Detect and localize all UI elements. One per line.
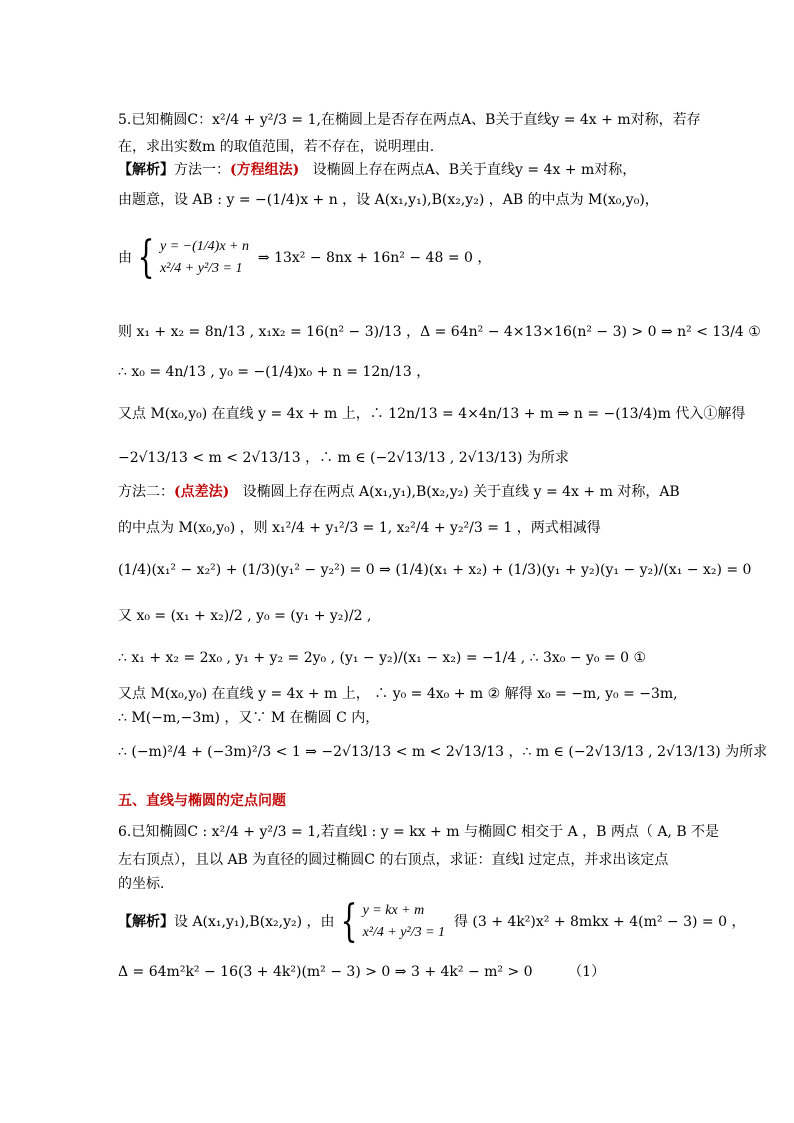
problem5-method1-line bbox=[118, 160, 636, 180]
method1-text: 设椭圆上存在两点A、B关于直线y = 4x + m对称， bbox=[312, 162, 637, 178]
problem5-solution-line14: ∴ M(−m,−3m) ，又∵ M 在椭圆 C 内， bbox=[118, 710, 380, 726]
problem6-question-line3: 的坐标． bbox=[118, 876, 174, 892]
problem5-solution-line11: 又 x₀ = (x₁ + x₂)/2 , y₀ = (y₁ + y₂)/2 , bbox=[118, 608, 372, 624]
problem5-solution-line7: −2√13/13 < m < 2√13/13 ，∴ m ∈ (−2√13/13 , 2√13/13) 为所求 bbox=[118, 450, 569, 466]
system-brace: { bbox=[137, 232, 155, 283]
system-eq2: x²/4 + y²/3 = 1 bbox=[160, 261, 243, 276]
problem5-question-line1: 5.已知椭圆C：x²/4 + y²/3 = 1,在椭圆上是否存在两点A、B关于直线y = 4x + m对称，若存 bbox=[118, 112, 701, 128]
problem5-method2-line bbox=[118, 482, 680, 502]
problem5-solution-line5: ∴ x₀ = 4n/13 , y₀ = −(1/4)x₀ + n = 12n/13 ， bbox=[118, 364, 431, 380]
problem6-question-line2: 左右顶点），且以 AB 为直径的圆过椭圆C 的右顶点，求证：直线l 过定点，并求出该定点 bbox=[118, 852, 669, 868]
problem6-question-line1: 6.已知椭圆C : x²/4 + y²/3 = 1,若直线l : y = kx + m 与椭圆C 相交于 A ，B 两点（ A, B 不是 bbox=[118, 824, 720, 840]
system-brace: { bbox=[340, 896, 357, 947]
system-result: 得 (3 + 4k²)x² + 8mkx + 4(m² − 3) = 0 ， bbox=[453, 914, 746, 930]
problem6-system-line bbox=[118, 896, 746, 947]
problem5-question-line2: 在，求出实数m 的取值范围，若不存在，说明理由. bbox=[118, 139, 435, 155]
system-prefix: 设 A(x₁,y₁),B(x₂,y₂) ，由 bbox=[174, 914, 335, 930]
section-heading: 五、直线与椭圆的定点问题 bbox=[118, 793, 286, 809]
problem5-system-line bbox=[118, 232, 492, 283]
system-result: ⇒ 13x² − 8nx + 16n² − 48 = 0 ， bbox=[257, 250, 492, 266]
equation-system bbox=[363, 900, 446, 944]
system-eq1: y = kx + m bbox=[362, 903, 425, 918]
method2-name: (点差法) bbox=[174, 484, 230, 500]
method1-name: (方程组法) bbox=[230, 162, 300, 178]
equation-system bbox=[160, 236, 249, 280]
problem6-solution-line2 bbox=[118, 962, 605, 982]
method2-text: 设椭圆上存在两点 A(x₁,y₁),B(x₂,y₂) 关于直线 y = 4x + m 对称，AB bbox=[242, 484, 680, 500]
equation-tag: （1） bbox=[568, 964, 606, 980]
system-prefix: 由 bbox=[118, 250, 132, 266]
solution-label: 【解析】 bbox=[118, 162, 174, 178]
problem5-solution-line9: 的中点为 M(x₀,y₀) ，则 x₁²/4 + y₁²/3 = 1, x₂²/4 + y₂²/3 = 1 ，两式相减得 bbox=[118, 520, 601, 536]
problem5-solution-line15: ∴ (−m)²/4 + (−3m)²/3 < 1 ⇒ −2√13/13 < m < 2√13/13 ，∴ m ∈ (−2√13/13 , 2√13/13) 为所求 bbox=[118, 744, 768, 760]
method1-label: 方法一： bbox=[174, 162, 230, 178]
problem5-solution-line13: 又点 M(x₀,y₀) 在直线 y = 4x + m 上， ∴ y₀ = 4x₀ + m ② 解得 x₀ = −m, y₀ = −3m, bbox=[118, 686, 678, 702]
solution-label: 【解析】 bbox=[118, 914, 174, 930]
system-eq2: x²/4 + y²/3 = 1 bbox=[362, 925, 446, 940]
discriminant-text: Δ = 64m²k² − 16(3 + 4k²)(m² − 3) > 0 ⇒ 3 + 4k² − m² > 0 bbox=[118, 964, 533, 980]
problem5-solution-line2: 由题意，设 AB : y = −(1/4)x + n ，设 A(x₁,y₁),B(x₂,y₂) ，AB 的中点为 M(x₀,y₀)， bbox=[118, 192, 659, 208]
problem5-solution-line6: 又点 M(x₀,y₀) 在直线 y = 4x + m 上，∴ 12n/13 = 4×4n/13 + m ⇒ n = −(13/4)m 代入①解得 bbox=[118, 406, 746, 422]
method2-label: 方法二： bbox=[118, 484, 174, 500]
problem5-solution-line4: 则 x₁ + x₂ = 8n/13 , x₁x₂ = 16(n² − 3)/13 ，Δ = 64n² − 4×13×16(n² − 3) > 0 ⇒ n² < 13/4 ① bbox=[118, 324, 761, 340]
problem5-solution-line12: ∴ x₁ + x₂ = 2x₀ , y₁ + y₂ = 2y₀ , (y₁ − y₂)/(x₁ − x₂) = −1/4 , ∴ 3x₀ − y₀ = 0 ① bbox=[118, 650, 647, 666]
system-eq1: y = −(1/4)x + n bbox=[160, 239, 249, 254]
problem5-solution-line10: (1/4)(x₁² − x₂²) + (1/3)(y₁² − y₂²) = 0 ⇒ (1/4)(x₁ + x₂) + (1/3)(y₁ + y₂)(y₁ − y₂)/(x₁ − x₂) = 0 bbox=[118, 562, 752, 578]
